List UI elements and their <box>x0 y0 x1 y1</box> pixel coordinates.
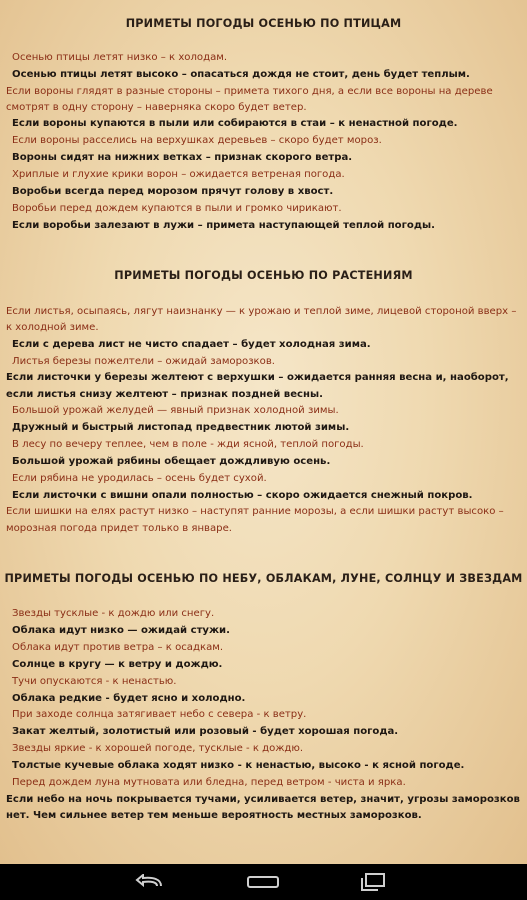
omen-item: Если рябина не уродилась – осень будет сухой. <box>12 472 267 484</box>
omen-item: Если небо на ночь покрывается тучами, усиливается ветер, значит, угрозы заморозков нет. Чем сильнее ветер тем меньше вероятность местных заморозков. <box>6 793 520 822</box>
section-birds <box>0 17 527 30</box>
omen-item: Если листья, осыпаясь, лягут наизнанку — к урожаю и теплой зиме, лицевой стороной вверх – к холодной зиме. <box>6 306 517 334</box>
section-title: ПРИМЕТЫ ПОГОДЫ ОСЕНЬЮ ПО ПТИЦАМ <box>125 17 402 30</box>
omen-item: Перед дождем луна мутновата или бледна, перед ветром - чиста и ярка. <box>12 777 406 789</box>
omen-item: Листья березы пожелтели – ожидай заморозков. <box>12 355 275 367</box>
navigation-bar <box>0 864 527 900</box>
omen-item: Если листочки с вишни опали полностью – скоро ожидается снежный покров. <box>12 489 473 501</box>
omen-item: Воробьи всегда перед морозом прячут голову в хвост. <box>12 186 334 198</box>
omen-item: Облака редкие - будет ясно и холодно. <box>12 692 246 704</box>
section-title: ПРИМЕТЫ ПОГОДЫ ОСЕНЬЮ ПО НЕБУ, ОБЛАКАМ, ЛУНЕ, СОЛНЦУ И ЗВЕЗДАМ <box>4 572 523 585</box>
section-sky <box>0 572 527 585</box>
omen-item: Большой урожай желудей — явный признак холодной зимы. <box>12 405 339 416</box>
section-title: ПРИМЕТЫ ПОГОДЫ ОСЕНЬЮ ПО РАСТЕНИЯМ <box>114 269 413 282</box>
omen-item: Если шишки на елях растут низко – наступят ранние морозы, а если шишки растут высоко – морозная погода придет только в январе. <box>6 506 504 534</box>
omen-item: Дружный и быстрый листопад предвестник лютой зимы. <box>12 421 350 433</box>
omen-item: Большой урожай рябины обещает дождливую осень. <box>12 455 331 467</box>
omen-item: Толстые кучевые облака ходят низко - к ненастью, высоко - к ясной погоде. <box>12 760 465 772</box>
home-icon <box>246 874 280 890</box>
omen-item: Если листочки у березы желтеют с верхушки – ожидается ранняя весна и, наоборот, если листья снизу желтеют – признак поздней весны. <box>6 372 509 400</box>
omen-item: Облака идут низко — ожидай стужи. <box>12 624 230 636</box>
omen-item: Если вороны купаются в пыли или собираются в стаи – к ненастной погоде. <box>12 118 458 130</box>
omen-item: Если вороны глядят в разные стороны – примета тихого дня, а если все вороны на дереве смотрят в одну сторону – наверняка скоро будет ветер. <box>6 85 493 114</box>
omen-item: Солнце в кругу — к ветру и дождю. <box>12 658 223 670</box>
omen-item: Облака идут против ветра – к осадкам. <box>12 641 224 653</box>
omen-item: Закат желтый, золотистый или розовый - будет хорошая погода. <box>12 726 399 738</box>
section-birds-list <box>0 50 527 235</box>
omen-item: В лесу по вечеру теплее, чем в поле - жди ясной, теплой погоды. <box>12 438 364 450</box>
omen-item: Хриплые и глухие крики ворон – ожидается ветреная погода. <box>12 169 345 181</box>
omen-item: Осенью птицы летят высоко – опасаться дождя не стоит, день будет теплым. <box>12 68 470 80</box>
omen-item: Если воробьи залезают в лужи – примета наступающей теплой погоды. <box>12 219 435 231</box>
omen-item: Воробьи перед дождем купаются в пыли и громко чирикают. <box>12 202 342 214</box>
omen-item: Вороны сидят на нижних ветках – признак скорого ветра. <box>12 152 353 164</box>
home-button[interactable] <box>243 870 283 894</box>
omen-item: Если вороны расселись на верхушках деревьев – скоро будет мороз. <box>12 135 382 147</box>
section-sky-list <box>0 606 527 825</box>
omen-item: При заходе солнца затягивает небо с севера - к ветру. <box>12 709 307 721</box>
omen-item: Тучи опускаются - к ненастью. <box>12 675 177 687</box>
recents-icon <box>358 873 386 891</box>
section-plants <box>0 269 527 282</box>
back-icon <box>135 874 165 890</box>
back-button[interactable] <box>130 870 170 894</box>
omen-item: Звезды яркие - к хорошей погоде, тусклые - к дождю. <box>12 743 304 755</box>
omen-item: Если с дерева лист не чисто спадает – будет холодная зима. <box>12 338 371 350</box>
omen-item: Звезды тусклые - к дождю или снегу. <box>12 608 215 619</box>
recents-button[interactable] <box>352 870 392 894</box>
section-plants-list <box>0 304 527 537</box>
omen-item: Осенью птицы летят низко – к холодам. <box>12 52 228 63</box>
